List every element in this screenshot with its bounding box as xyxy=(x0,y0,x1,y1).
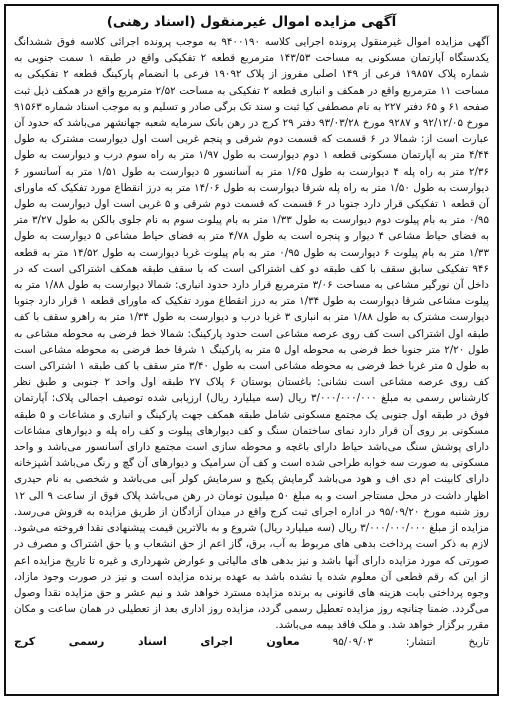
notice-footer xyxy=(14,634,489,650)
auction-notice xyxy=(4,4,499,696)
notice-title: آگهی مزایده اموال غیرمنقول (اسناد رهنی) xyxy=(106,14,397,30)
notice-body: آگهی مزایده اموال غیرمنقول پرونده اجرایی کلاسه ۹۴۰۰۱۹۰ به موجب پرونده اجرائی کلاسه فوق ششدانگ یکدستگاه آپارتمان مسکونی به مساحت ۱۴۳/۵۳ مترمربع قطعه ۲ تفکیکی واقع در طبقه ۱ سمت جنوبی به شماره پلاک ۱۹۸۵۷ فرعی از ۱۴۹ اصلی مفروز از پلاک ۱۹۰۹۲ فرعی با انضمام پارکینگ قطعه ۲ تفکیکی به مساحت ۱۱ مترمربع واقع در همکف و انباری قطعه ۲ تفکیکی به مساحت ۲/۵۲ مترمربع واقع در همکف ذیل ثبت صفحه ۶۱ و ۶۵ دفتر ۲۲۷ به نام مصطفی کیا ثبت و سند تک برگی صادر و تسلیم و به موجب اسناد شماره ۹۱۵۶۳ مورخ ۹۲/۱۲/۰۵ و ۹۲۸۷ مورخ ۹۳/۰۳/۲۸ دفتر ۲۹ کرج در رهن بانک سرمایه شعبه جهانشهر می‌باشد که حدود آن عبارت است از: شمالا در ۶ قسمت که قسمت دوم شرقی و پنجم غربی است اول دیوارست مشترک به طول ۴/۴۴ متر به آپارتمان مسکونی قطعه ۱ دوم دیوارست به طول ۱/۹۷ متر به راه سوم درب و دیوارست به طول ۲/۳۶ متر به راه پله ۴ دیوارست به طول ۱/۶۵ متر به آسانسور ۵ دیوارست به طول ۱/۵۱ متر به آسانسور ۶ دیوارست به طول ۱/۵۰ متر به راه پله شرقا دیوارست به طول ۱۴/۰۶ متر به درز انقطاع مورد تفکیک که ماورای آن قطعه ۱ تفکیکی قرار دارد جنوبا در ۶ قسمت که قسمت دوم شرقی و ۵ غربی است اول دیوارست به طول ۰/۹۵ متر به بام پیلوت دوم دیوارست به طول ۱/۳۳ متر به بام پیلوت سوم به نام جلوی بالکن به طول ۳/۲۷ متر به فضای حیاط مشاعی ۴ دیوار و پنجره است به طول ۴/۷۸ متر به فضای حیاط مشاعی ۵ دیوارست به طول ۱/۳۳ متر به بام پیلوت ۶ دیوارست به طول ۰/۹۵ متر به بام پیلوت غربا دیوارست به طول ۱۴/۵۲ متر به قطعه ۹۴۶ تفکیکی سابق سقف با کف طبقه دو کف اشتراکی است که با سقف طبقه همکف اشتراکی است که در داخل آن نورگیر مشاعی به مساحت ۳/۰۶ مترمربع قرار دارد حدود انباری: شمالا دیوارست به طول ۱/۸۸ متر به پیلوت مشاعی شرقا دیوارست به طول ۱/۳۴ متر به درز انقطاع مورد تفکیک که ماورای قطعه ۱ قرار دارد جنوبا دیوارست مشترک به طول ۱/۸۸ متر به انباری ۳ غربا درب و دیوارست به طول ۱/۳۴ متر به راهرو سقف با کف طبقه اول اشتراکی است کف روی عرصه مشاعی است حدود پارکینگ: شمالا خط فرضی به محوطه مشاعی به طول ۲/۲۰ متر جنوبا خط فرضی به محوطه اول ۵ متر به پارکینگ ۱ شرقا خط فرضی به محوطه مشاعی است به طول ۵ متر غربا خط فرضی به محوطه مشاعی است به طول ۳/۴۰ متر سقف با کف طبقه ۱ اشتراکی است کف روی عرصه مشاعی است نشانی: باغستان بوستان ۶ پلاک ۲۷ طبقه اول واحد ۲ جنوبی و طبق نظر کارشناس رسمی به مبلغ ۳/۰۰۰/۰۰۰/۰۰۰ ریال (سه میلیارد ریال) ارزیابی شده توصیف اجمالی پلاک: آپارتمان فوق در طبقه اول جنوبی یک مجتمع مسکونی شامل طبقه همکف جهت پارکینگ و انباری و مشاعات و ۵ طبقه مسکونی بر روی آن قرار دارد نمای ساختمان سنگ و کف دیوارهای پیلوت و کف راه پله و دیوارهای مشاعات دارای پوشش سنگ می‌باشد حیاط دارای باغچه و محوطه سازی است مجتمع دارای آسانسور می‌باشد و واحد مسکونی به صورت سه خوابه طراحی شده است و کف آن سرامیک و دیوارهای آن گچ و رنگ می‌باشد آشپزخانه دارای کابینت ام دی اف و هود می‌باشد گرمایش پکیج و سرمایش کولر آبی می‌باشد و شخصی به نام حیدری اظهار داشت در محل مستاجر است و به مبلغ ۵۰ میلیون تومان در رهن می‌باشد پلاک فوق از ساعت ۹ الی ۱۲ روز شنبه مورخ ۹۵/۰۹/۲۰ در اداره اجرای ثبت کرج واقع در میدان آزادگان از طریق مزایده به فروش می‌رسد. مزایده از مبلغ ۳/۰۰۰/۰۰۰/۰۰۰ ریال (سه میلیارد ریال) شروع و به بالاترین قیمت پیشنهادی نقدا فروخته می‌شود. لازم به ذکر است پرداخت بدهی های مربوط به آب، برق، گاز اعم از حق انشعاب و یا حق اشتراک و مصرف در صورتی که مورد مزایده دارای آنها باشد و نیز بدهی های مالیاتی و عوارض شهرداری و غیره تا تاریخ مزایده اعم از این که رقم قطعی آن معلوم شده یا نشده باشد به عهده برنده مزایده است و نیز در صورت وجود مازاد، وجوه پرداختی بابت هزینه های قانونی به برنده مزایده مسترد خواهد شد و نیم عشر و حق مزایده نقدا وصول می‌گردد. ضمنا چنانچه روز مزایده تعطیل رسمی گردد، مزایده روز اداری بعد از تعطیلی در همان ساعت و مکان مقرر برگزار خواهد شد. و ملک فاقد بیمه می‌باشد. xyxy=(14,36,490,632)
signatory: معاون اجرای اسناد رسمی کرج xyxy=(14,634,300,648)
publication-date: تاریخ انتشار: ۹۵/۰۹/۰۳ xyxy=(332,635,489,648)
